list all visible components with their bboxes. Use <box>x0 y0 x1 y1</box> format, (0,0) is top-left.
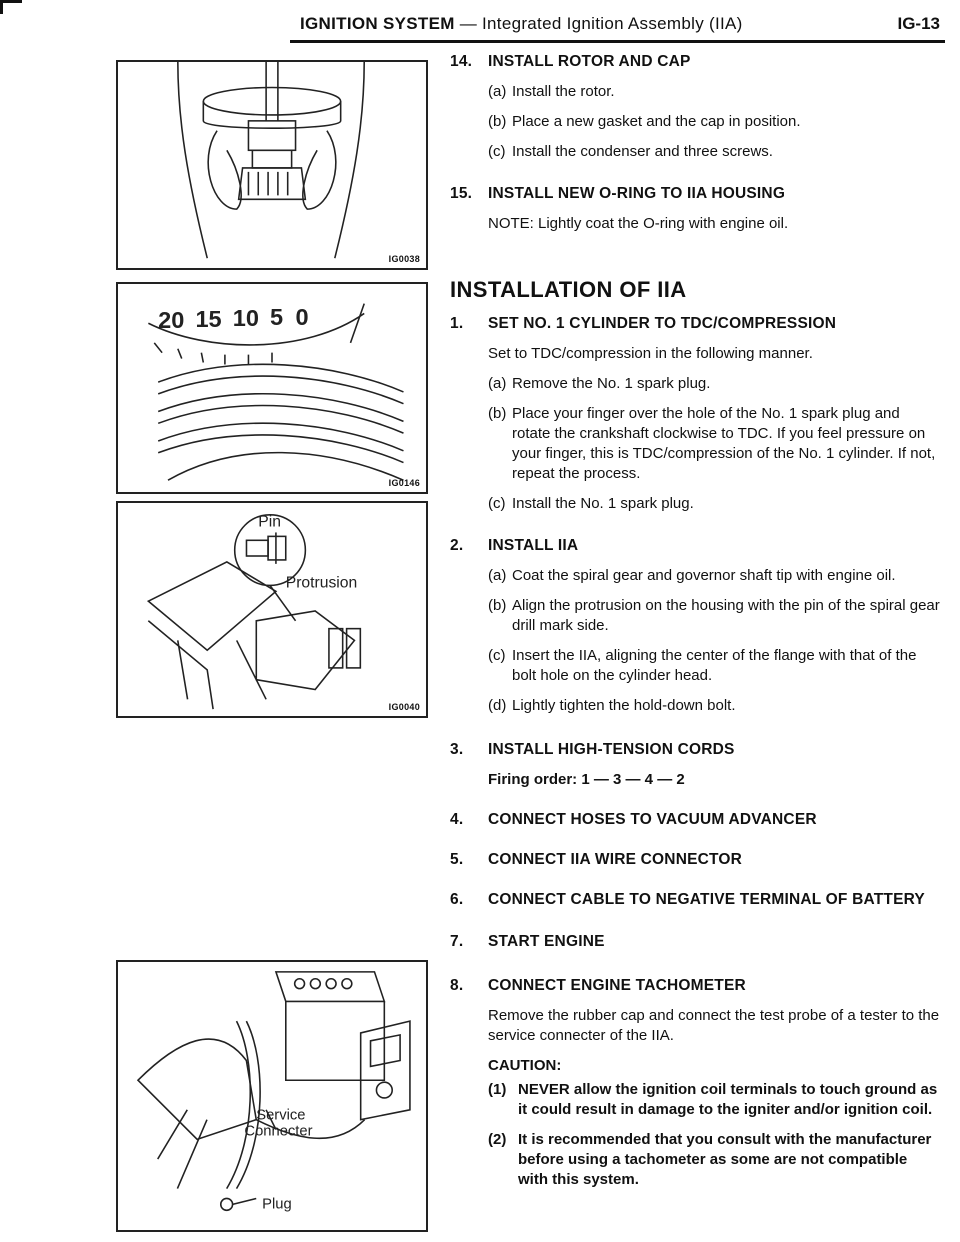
step-8-title: 8. CONNECT ENGINE TACHOMETER <box>450 977 746 994</box>
page-number: IG-13 <box>897 14 940 33</box>
step-6-title: 6. CONNECT CABLE TO NEGATIVE TERMINAL OF BATTERY <box>450 891 925 908</box>
step-1a: (a) Remove the No. 1 spark plug. <box>488 375 711 392</box>
label-plug: Plug <box>262 1196 292 1213</box>
figure-tachometer-connection <box>116 960 428 1232</box>
step-14b: (b) Place a new gasket and the cap in position. <box>488 113 801 130</box>
step-1-intro: Set to TDC/compression in the following manner. <box>488 345 813 362</box>
step-2d: (d) Lightly tighten the hold-down bolt. <box>488 697 736 714</box>
step-5-title: 5. CONNECT IIA WIRE CONNECTOR <box>450 851 743 868</box>
page-corner-mark <box>0 0 22 14</box>
figure-code: IG0146 <box>388 478 420 488</box>
label-service: Service <box>256 1107 306 1124</box>
iia-alignment-illustration <box>118 503 426 716</box>
header-title: IGNITION SYSTEM — Integrated Ignition Assembly (IIA) <box>300 14 743 33</box>
step-7-title: 7. START ENGINE <box>450 933 605 950</box>
firing-order: Firing order: 1 — 3 — 4 — 2 <box>488 771 685 788</box>
header-rule <box>290 40 945 43</box>
step-15-note: NOTE: Lightly coat the O-ring with engine oil. <box>488 215 789 232</box>
timing-label-20: 20 <box>158 307 185 334</box>
step-2-title: 2. INSTALL IIA <box>450 537 579 554</box>
caution-item-1: (1) NEVER allow the ignition coil terminals to touch ground as it could result in damage to the igniter and/or ignition coil. <box>488 1081 938 1118</box>
figure-timing-marks <box>116 282 428 494</box>
step-8-intro: Remove the rubber cap and connect the test probe of a tester to the service connecter of the IIA. <box>488 1007 940 1044</box>
timing-label-5: 5 <box>270 304 284 331</box>
figure-rotor-install <box>116 60 428 270</box>
timing-label-10: 10 <box>232 305 259 332</box>
header-subtitle: — Integrated Ignition Assembly (IIA) <box>454 14 743 33</box>
timing-label-15: 15 <box>195 306 222 333</box>
label-connecter: Connecter <box>244 1123 313 1140</box>
caution-item-2: (2) It is recommended that you consult with the manufacturer before using a tachometer as some are not compatible with this system. <box>488 1131 932 1188</box>
instructions-column <box>450 52 940 1190</box>
step-4-title: 4. CONNECT HOSES TO VACUUM ADVANCER <box>450 811 817 828</box>
step-15-title: 15. INSTALL NEW O-RING TO IIA HOUSING <box>450 185 786 202</box>
figure-iia-alignment <box>116 501 428 718</box>
step-1-title: 1. SET NO. 1 CYLINDER TO TDC/COMPRESSION <box>450 315 837 332</box>
label-pin: Pin <box>258 513 281 531</box>
figure-code: IG0040 <box>388 702 420 712</box>
figure-code: IG0038 <box>388 254 420 264</box>
caution-block <box>488 1056 940 1190</box>
step-14c: (c) Install the condenser and three screws. <box>488 143 773 160</box>
step-2c: (c) Insert the IIA, aligning the center of the flange with that of the bolt hole on the cylinder head. <box>488 647 917 684</box>
tachometer-illustration <box>118 962 426 1230</box>
step-3-title: 3. INSTALL HIGH-TENSION CORDS <box>450 741 735 758</box>
step-2b: (b) Align the protrusion on the housing with the pin of the spiral gear drill mark side. <box>488 597 940 634</box>
step-2a: (a) Coat the spiral gear and governor shaft tip with engine oil. <box>488 567 896 584</box>
step-14-title: 14. INSTALL ROTOR AND CAP <box>450 53 691 70</box>
timing-scale-illustration <box>118 284 426 492</box>
step-14a: (a) Install the rotor. <box>488 83 615 100</box>
step-1b: (b) Place your finger over the hole of the No. 1 spark plug and rotate the crankshaft clockwise to TDC. If you feel pressure on your finger, this is TDC/compression of the No. 1 cylinder. If not, repeat the process. <box>488 405 936 482</box>
rotor-illustration <box>118 62 426 268</box>
section-heading: INSTALLATION OF IIA <box>450 277 687 302</box>
label-protrusion: Protrusion <box>285 574 358 592</box>
step-1c: (c) Install the No. 1 spark plug. <box>488 495 694 512</box>
caution-title: CAUTION: <box>488 1057 562 1074</box>
timing-label-0: 0 <box>295 304 309 331</box>
